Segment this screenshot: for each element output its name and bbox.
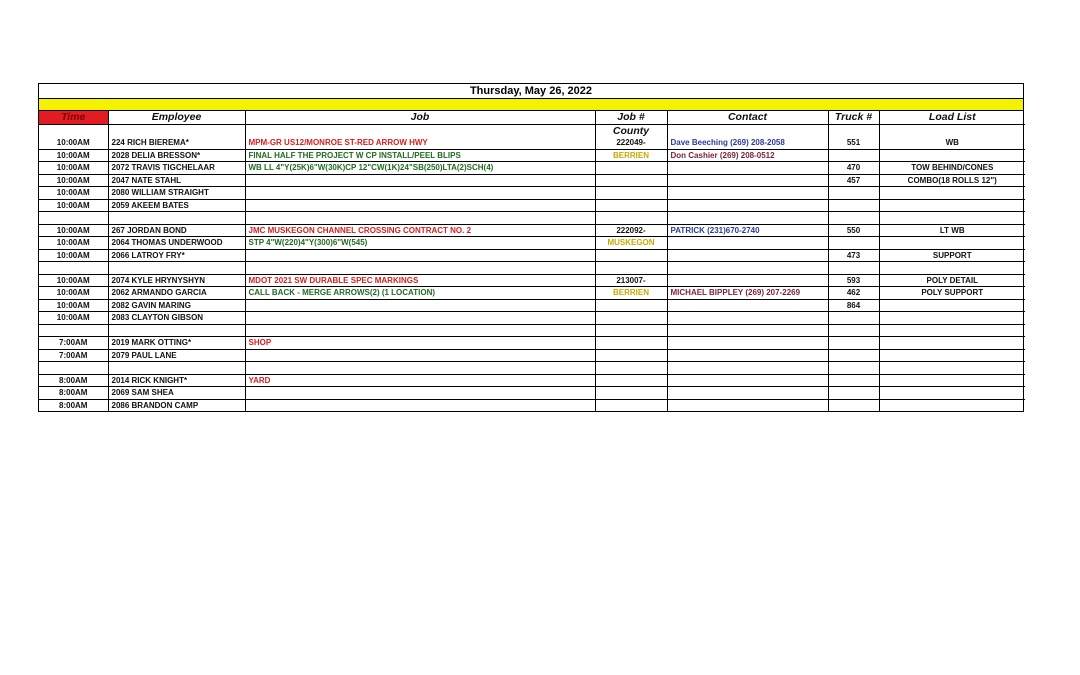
employee-cell: 2074 KYLE HRYNYSHYN <box>108 274 245 287</box>
employee-cell: 2066 LATROY FRY* <box>108 249 245 262</box>
table-row <box>39 387 1025 400</box>
employee-cell: 2072 TRAVIS TIGCHELAAR <box>108 162 245 175</box>
truck-cell: 457 <box>828 174 879 187</box>
truck-cell <box>828 312 879 325</box>
contact-cell <box>667 324 828 337</box>
load-list-cell: TOW BEHIND/CONES <box>879 162 1025 175</box>
header-row <box>39 111 1025 125</box>
job-cell <box>245 387 595 400</box>
contact-cell <box>667 212 828 225</box>
time-cell <box>39 212 108 225</box>
employee-cell <box>108 262 245 275</box>
header-blank <box>108 125 245 138</box>
load-list-cell <box>879 149 1025 162</box>
header-blank <box>667 125 828 138</box>
job-cell <box>245 199 595 212</box>
job-number-cell <box>595 362 667 375</box>
time-cell: 10:00AM <box>39 312 108 325</box>
job-cell <box>245 212 595 225</box>
employee-cell <box>108 362 245 375</box>
employee-cell: 2019 MARK OTTING* <box>108 337 245 350</box>
load-list-cell <box>879 199 1025 212</box>
contact-cell <box>667 249 828 262</box>
schedule-table <box>39 111 1025 411</box>
load-list-cell <box>879 337 1025 350</box>
time-cell: 10:00AM <box>39 274 108 287</box>
load-list-cell <box>879 299 1025 312</box>
table-row <box>39 149 1025 162</box>
truck-cell <box>828 349 879 362</box>
job-cell: MPM-GR US12/MONROE ST-RED ARROW HWY <box>245 137 595 149</box>
job-cell: SHOP <box>245 337 595 350</box>
employee-cell: 2080 WILLIAM STRAIGHT <box>108 187 245 200</box>
contact-cell <box>667 312 828 325</box>
load-list-cell <box>879 237 1025 250</box>
job-number-cell <box>595 162 667 175</box>
truck-cell <box>828 324 879 337</box>
job-cell <box>245 187 595 200</box>
table-row <box>39 137 1025 149</box>
table-row <box>39 287 1025 300</box>
employee-cell: 2014 RICK KNIGHT* <box>108 374 245 387</box>
load-list-cell <box>879 312 1025 325</box>
schedule-rows <box>39 137 1025 411</box>
time-cell: 8:00AM <box>39 399 108 411</box>
table-row <box>39 299 1025 312</box>
time-cell: 10:00AM <box>39 224 108 237</box>
job-cell: CALL BACK - MERGE ARROWS(2) (1 LOCATION) <box>245 287 595 300</box>
employee-cell <box>108 212 245 225</box>
contact-cell <box>667 187 828 200</box>
job-number-cell <box>595 174 667 187</box>
load-list-cell: POLY SUPPORT <box>879 287 1025 300</box>
sheet-title: Thursday, May 26, 2022 <box>39 84 1023 99</box>
job-number-cell <box>595 199 667 212</box>
employee-cell <box>108 324 245 337</box>
table-row <box>39 224 1025 237</box>
header-county: County <box>595 125 667 138</box>
job-number-cell <box>595 374 667 387</box>
table-row <box>39 337 1025 350</box>
load-list-cell: POLY DETAIL <box>879 274 1025 287</box>
job-cell <box>245 399 595 411</box>
time-cell <box>39 324 108 337</box>
employee-cell: 2069 SAM SHEA <box>108 387 245 400</box>
header-job-number: Job # <box>595 111 667 125</box>
yellow-header-band <box>39 99 1023 111</box>
job-number-cell <box>595 249 667 262</box>
table-row <box>39 199 1025 212</box>
employee-cell: 2059 AKEEM BATES <box>108 199 245 212</box>
table-row <box>39 349 1025 362</box>
job-cell <box>245 349 595 362</box>
truck-cell <box>828 199 879 212</box>
table-row <box>39 237 1025 250</box>
truck-cell: 473 <box>828 249 879 262</box>
truck-cell <box>828 262 879 275</box>
time-cell: 10:00AM <box>39 299 108 312</box>
job-cell <box>245 312 595 325</box>
truck-cell: 470 <box>828 162 879 175</box>
job-number-cell <box>595 324 667 337</box>
contact-cell <box>667 174 828 187</box>
truck-cell <box>828 362 879 375</box>
table-row <box>39 374 1025 387</box>
truck-cell: 551 <box>828 137 879 149</box>
contact-cell <box>667 362 828 375</box>
table-row <box>39 212 1025 225</box>
job-cell <box>245 262 595 275</box>
employee-cell: 2086 BRANDON CAMP <box>108 399 245 411</box>
header-row-2 <box>39 125 1025 138</box>
table-row <box>39 262 1025 275</box>
job-cell <box>245 299 595 312</box>
load-list-cell <box>879 262 1025 275</box>
job-number-cell <box>595 312 667 325</box>
contact-cell <box>667 374 828 387</box>
table-row <box>39 249 1025 262</box>
job-number-cell <box>595 262 667 275</box>
time-cell: 10:00AM <box>39 137 108 149</box>
job-cell <box>245 174 595 187</box>
header-employee: Employee <box>108 111 245 125</box>
job-number-cell: MUSKEGON <box>595 237 667 250</box>
header-blank <box>828 125 879 138</box>
truck-cell <box>828 187 879 200</box>
time-cell: 10:00AM <box>39 187 108 200</box>
table-row <box>39 399 1025 411</box>
time-cell: 10:00AM <box>39 149 108 162</box>
job-number-cell: 222049- <box>595 137 667 149</box>
load-list-cell: LT WB <box>879 224 1025 237</box>
job-number-cell: BERRIEN <box>595 149 667 162</box>
job-cell <box>245 324 595 337</box>
contact-cell <box>667 349 828 362</box>
employee-cell: 2028 DELIA BRESSON* <box>108 149 245 162</box>
load-list-cell <box>879 387 1025 400</box>
truck-cell <box>828 149 879 162</box>
schedule-sheet <box>38 83 1024 412</box>
load-list-cell <box>879 349 1025 362</box>
job-number-cell <box>595 187 667 200</box>
job-number-cell: 222092- <box>595 224 667 237</box>
employee-cell: 2079 PAUL LANE <box>108 349 245 362</box>
job-cell: WB LL 4"Y(25K)6"W(30K)CP 12"CW(1K)24"SB(250)LTA(2)SCH(4) <box>245 162 595 175</box>
load-list-cell: COMBO(18 ROLLS 12") <box>879 174 1025 187</box>
job-cell: MDOT 2021 SW DURABLE SPEC MARKINGS <box>245 274 595 287</box>
table-row <box>39 187 1025 200</box>
job-number-cell <box>595 299 667 312</box>
header-job: Job <box>245 111 595 125</box>
contact-cell: MICHAEL BIPPLEY (269) 207-2269 <box>667 287 828 300</box>
job-cell <box>245 249 595 262</box>
time-cell: 10:00AM <box>39 287 108 300</box>
job-cell <box>245 362 595 375</box>
truck-cell <box>828 399 879 411</box>
truck-cell <box>828 374 879 387</box>
contact-cell <box>667 237 828 250</box>
table-row <box>39 312 1025 325</box>
job-cell: FINAL HALF THE PROJECT W CP INSTALL/PEEL BLIPS <box>245 149 595 162</box>
job-number-cell <box>595 387 667 400</box>
load-list-cell: SUPPORT <box>879 249 1025 262</box>
employee-cell: 224 RICH BIEREMA* <box>108 137 245 149</box>
time-cell: 10:00AM <box>39 249 108 262</box>
load-list-cell: WB <box>879 137 1025 149</box>
employee-cell: 2062 ARMANDO GARCIA <box>108 287 245 300</box>
header-truck: Truck # <box>828 111 879 125</box>
time-cell: 10:00AM <box>39 237 108 250</box>
contact-cell <box>667 274 828 287</box>
table-row <box>39 324 1025 337</box>
time-cell <box>39 362 108 375</box>
contact-cell <box>667 199 828 212</box>
employee-cell: 2064 THOMAS UNDERWOOD <box>108 237 245 250</box>
job-number-cell <box>595 212 667 225</box>
contact-cell <box>667 337 828 350</box>
table-row <box>39 274 1025 287</box>
load-list-cell <box>879 324 1025 337</box>
time-cell: 10:00AM <box>39 162 108 175</box>
time-cell: 7:00AM <box>39 349 108 362</box>
time-cell: 8:00AM <box>39 374 108 387</box>
contact-cell <box>667 399 828 411</box>
job-number-cell <box>595 349 667 362</box>
job-cell: JMC MUSKEGON CHANNEL CROSSING CONTRACT NO. 2 <box>245 224 595 237</box>
time-cell: 7:00AM <box>39 337 108 350</box>
job-number-cell: BERRIEN <box>595 287 667 300</box>
job-number-cell <box>595 337 667 350</box>
header-blank <box>879 125 1025 138</box>
contact-cell: PATRICK (231)670-2740 <box>667 224 828 237</box>
job-number-cell: 213007- <box>595 274 667 287</box>
truck-cell <box>828 387 879 400</box>
header-blank <box>245 125 595 138</box>
header-blank <box>39 125 108 138</box>
truck-cell: 864 <box>828 299 879 312</box>
time-cell: 10:00AM <box>39 174 108 187</box>
contact-cell <box>667 299 828 312</box>
header-load-list: Load List <box>879 111 1025 125</box>
contact-cell <box>667 262 828 275</box>
load-list-cell <box>879 374 1025 387</box>
employee-cell: 2047 NATE STAHL <box>108 174 245 187</box>
header-contact: Contact <box>667 111 828 125</box>
truck-cell: 593 <box>828 274 879 287</box>
time-cell <box>39 262 108 275</box>
employee-cell: 2082 GAVIN MARING <box>108 299 245 312</box>
truck-cell: 550 <box>828 224 879 237</box>
job-number-cell <box>595 399 667 411</box>
load-list-cell <box>879 399 1025 411</box>
load-list-cell <box>879 362 1025 375</box>
contact-cell: Don Cashier (269) 208-0512 <box>667 149 828 162</box>
job-cell: STP 4"W(220)4"Y(300)6"W(545) <box>245 237 595 250</box>
time-cell: 8:00AM <box>39 387 108 400</box>
job-cell: YARD <box>245 374 595 387</box>
table-row <box>39 162 1025 175</box>
truck-cell <box>828 237 879 250</box>
table-row <box>39 174 1025 187</box>
contact-cell: Dave Beeching (269) 208-2058 <box>667 137 828 149</box>
truck-cell <box>828 212 879 225</box>
load-list-cell <box>879 187 1025 200</box>
contact-cell <box>667 387 828 400</box>
truck-cell: 462 <box>828 287 879 300</box>
table-row <box>39 362 1025 375</box>
contact-cell <box>667 162 828 175</box>
employee-cell: 2083 CLAYTON GIBSON <box>108 312 245 325</box>
truck-cell <box>828 337 879 350</box>
load-list-cell <box>879 212 1025 225</box>
header-time: Time <box>39 111 108 125</box>
employee-cell: 267 JORDAN BOND <box>108 224 245 237</box>
time-cell: 10:00AM <box>39 199 108 212</box>
